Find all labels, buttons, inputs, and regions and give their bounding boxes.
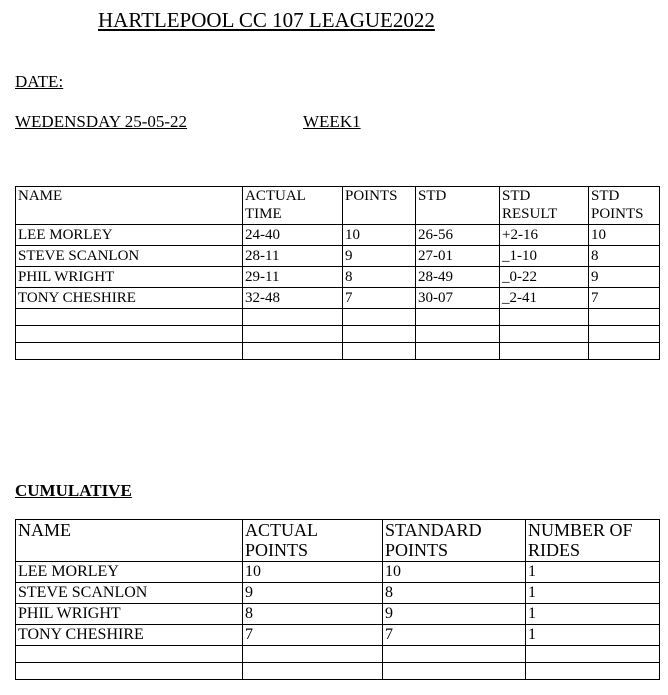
table-cell: 10 — [343, 225, 416, 246]
table-cell: STEVE SCANLON — [16, 583, 243, 604]
results-header-name: NAME — [16, 187, 243, 225]
empty-table-row — [16, 663, 660, 680]
results-header-std-result: STD RESULT — [500, 187, 589, 225]
empty-table-row — [16, 309, 660, 326]
table-cell: _0-22 — [500, 267, 589, 288]
cumulative-header-number-of-rides: NUMBER OF RIDES — [526, 520, 660, 562]
table-cell: LEE MORLEY — [16, 225, 243, 246]
table-cell: 7 — [343, 288, 416, 309]
table-row — [16, 604, 660, 625]
table-row — [16, 288, 660, 309]
table-cell: 1 — [526, 583, 660, 604]
table-row — [16, 625, 660, 646]
cumulative-heading: CUMULATIVE — [15, 481, 132, 500]
table-cell: LEE MORLEY — [16, 562, 243, 583]
table-cell: 24-40 — [243, 225, 343, 246]
table-cell: 7 — [589, 288, 660, 309]
table-cell: 28-11 — [243, 246, 343, 267]
table-cell: 10 — [383, 562, 526, 583]
table-cell: PHIL WRIGHT — [16, 604, 243, 625]
table-cell: _1-10 — [500, 246, 589, 267]
table-cell: 9 — [383, 604, 526, 625]
cumulative-header-standard-points: STANDARD POINTS — [383, 520, 526, 562]
table-cell: 29-11 — [243, 267, 343, 288]
table-cell: 7 — [383, 625, 526, 646]
table-cell: _2-41 — [500, 288, 589, 309]
table-row — [16, 225, 660, 246]
cumulative-header-row — [16, 520, 660, 562]
table-row — [16, 267, 660, 288]
table-cell: 7 — [243, 625, 383, 646]
table-cell: 1 — [526, 604, 660, 625]
cumulative-header-name: NAME — [16, 520, 243, 562]
table-cell: 8 — [343, 267, 416, 288]
results-header-std-points: STD POINTS — [589, 187, 660, 225]
table-cell: 10 — [243, 562, 383, 583]
results-header-actual-time: ACTUAL TIME — [243, 187, 343, 225]
week-label: WEEK1 — [303, 112, 361, 131]
table-cell: 30-07 — [416, 288, 500, 309]
page-title: HARTLEPOOL CC 107 LEAGUE2022 — [98, 8, 435, 32]
table-cell: 9 — [589, 267, 660, 288]
table-cell: 1 — [526, 562, 660, 583]
table-cell: 27-01 — [416, 246, 500, 267]
date-value: WEDENSDAY 25-05-22 — [15, 112, 188, 131]
table-cell: 26-56 — [416, 225, 500, 246]
results-header-row — [16, 187, 660, 225]
table-cell: 10 — [589, 225, 660, 246]
empty-table-row — [16, 326, 660, 343]
table-row — [16, 246, 660, 267]
results-table — [15, 186, 660, 360]
empty-table-row — [16, 343, 660, 360]
table-cell: 9 — [243, 583, 383, 604]
table-cell: 8 — [383, 583, 526, 604]
table-cell: PHIL WRIGHT — [16, 267, 243, 288]
empty-table-row — [16, 646, 660, 663]
table-cell: 8 — [243, 604, 383, 625]
table-cell: TONY CHESHIRE — [16, 288, 243, 309]
date-label: DATE: — [15, 72, 64, 91]
table-cell: 28-49 — [416, 267, 500, 288]
table-cell: 9 — [343, 246, 416, 267]
table-row — [16, 562, 660, 583]
cumulative-table — [15, 519, 660, 680]
table-cell: +2-16 — [500, 225, 589, 246]
results-header-points: POINTS — [343, 187, 416, 225]
cumulative-header-actual-points: ACTUAL POINTS — [243, 520, 383, 562]
table-row — [16, 583, 660, 604]
table-cell: 8 — [589, 246, 660, 267]
results-header-std: STD — [416, 187, 500, 225]
table-cell: TONY CHESHIRE — [16, 625, 243, 646]
table-cell: 32-48 — [243, 288, 343, 309]
table-cell: 1 — [526, 625, 660, 646]
table-cell: STEVE SCANLON — [16, 246, 243, 267]
